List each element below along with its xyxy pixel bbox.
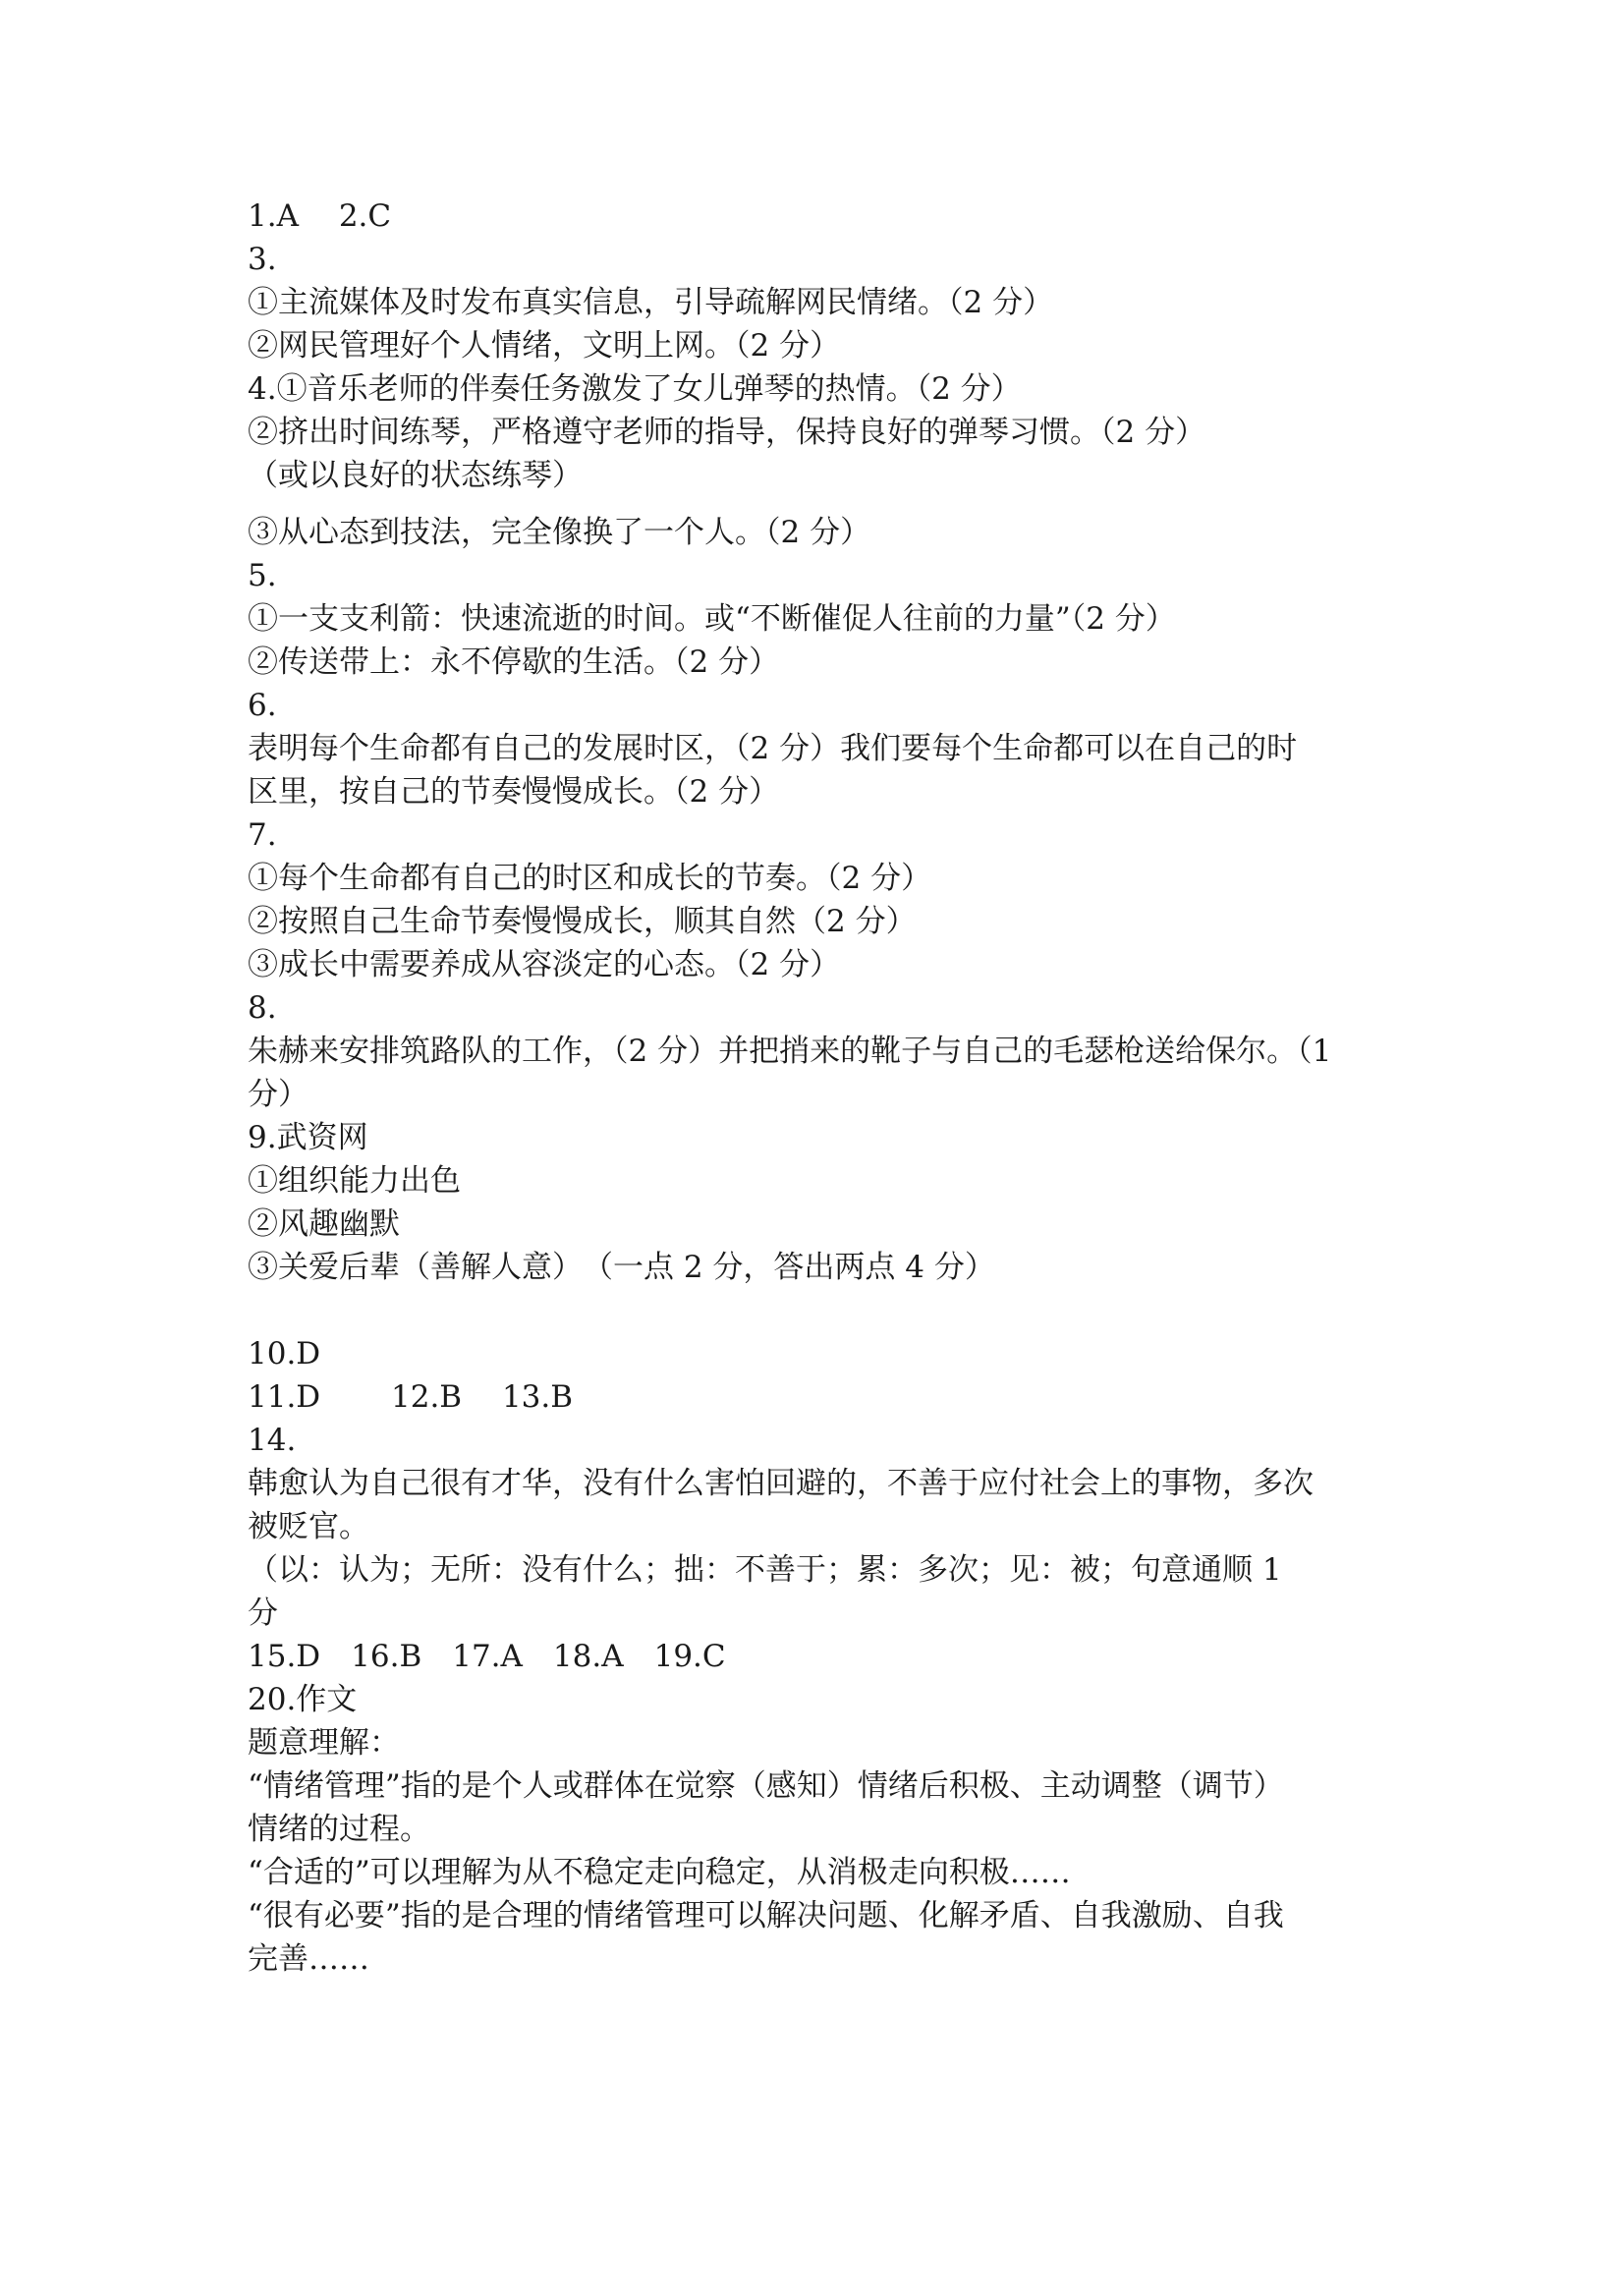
text-line: 被贬官。: [248, 1509, 369, 1544]
text-line: （以：认为；无所：没有什么；拙：不善于；累：多次；见：被；句意通顺 1: [248, 1552, 1282, 1588]
text-line: 4.①音乐老师的伴奏任务激发了女儿弹琴的热情。（2 分）: [248, 371, 1022, 407]
text-line: 14.: [248, 1423, 297, 1458]
text-line: ②挤出时间练琴，严格遵守老师的指导，保持良好的弹琴习惯。（2 分）: [248, 415, 1206, 450]
text-line: 朱赫来安排筑路队的工作，（2 分）并把捎来的靴子与自己的毛瑟枪送给保尔。（1: [248, 1034, 1332, 1069]
text-line: （或以良好的状态练琴）: [248, 458, 583, 493]
text-line: ③成长中需要养成从容淡定的心态。（2 分）: [248, 947, 841, 982]
text-line: ①主流媒体及时发布真实信息，引导疏解网民情绪。（2 分）: [248, 285, 1054, 320]
text-line: ③关爱后辈（善解人意） （一点 2 分，答出两点 4 分）: [248, 1250, 995, 1285]
text-line: “情绪管理”指的是个人或群体在觉察（感知）情绪后积极、主动调整（调节）: [248, 1768, 1284, 1804]
text-line: 11.D 12.B 13.B: [248, 1379, 574, 1415]
spacer: [248, 1289, 1407, 1332]
text-line: 7.: [248, 817, 277, 853]
text-line: ②按照自己生命节奏慢慢成长，顺其自然（2 分）: [248, 904, 917, 939]
text-line: “合适的”可以理解为从不稳定走向稳定，从消极走向积极……: [248, 1855, 1071, 1890]
text-line: 情绪的过程。: [248, 1812, 430, 1847]
text-line: 区里，按自己的节奏慢慢成长。（2 分）: [248, 774, 780, 810]
spacer: [248, 497, 1407, 511]
answer-key-text: [248, 195, 1407, 1981]
text-line: 分）: [248, 1077, 308, 1112]
text-line: 5.: [248, 558, 277, 593]
text-line: 分: [248, 1596, 278, 1631]
text-line: “很有必要”指的是合理的情绪管理可以解决问题、化解矛盾、自我激励、自我: [248, 1898, 1284, 1933]
text-line: 1.A 2.C: [248, 198, 392, 234]
text-line: ②网民管理好个人情绪，文明上网。（2 分）: [248, 328, 841, 364]
text-line: 韩愈认为自己很有才华，没有什么害怕回避的，不善于应付社会上的事物，多次: [248, 1466, 1314, 1501]
text-line: 表明每个生命都有自己的发展时区，（2 分）我们要每个生命都可以在自己的时: [248, 731, 1298, 766]
text-line: 20.作文: [248, 1682, 358, 1717]
text-line: ②传送带上：永不停歇的生活。（2 分）: [248, 644, 780, 680]
text-line: ③从心态到技法，完全像换了一个人。（2 分）: [248, 515, 871, 550]
text-line: ②风趣幽默: [248, 1206, 400, 1242]
text-line: 10.D: [248, 1336, 321, 1372]
text-line: ①一支支利箭：快速流逝的时间。或“不断催促人往前的力量”（2 分）: [248, 601, 1176, 637]
text-line: 6.: [248, 688, 277, 723]
text-line: 完善……: [248, 1941, 369, 1977]
text-line: 题意理解：: [248, 1725, 400, 1761]
text-line: 8.: [248, 990, 277, 1026]
text-line: 15.D 16.B 17.A 18.A 19.C: [248, 1639, 726, 1674]
text-line: 3.: [248, 242, 277, 277]
text-line: ①组织能力出色: [248, 1163, 461, 1199]
text-line: ①每个生命都有自己的时区和成长的节奏。（2 分）: [248, 861, 932, 896]
text-line: 9.武资网: [248, 1120, 368, 1155]
